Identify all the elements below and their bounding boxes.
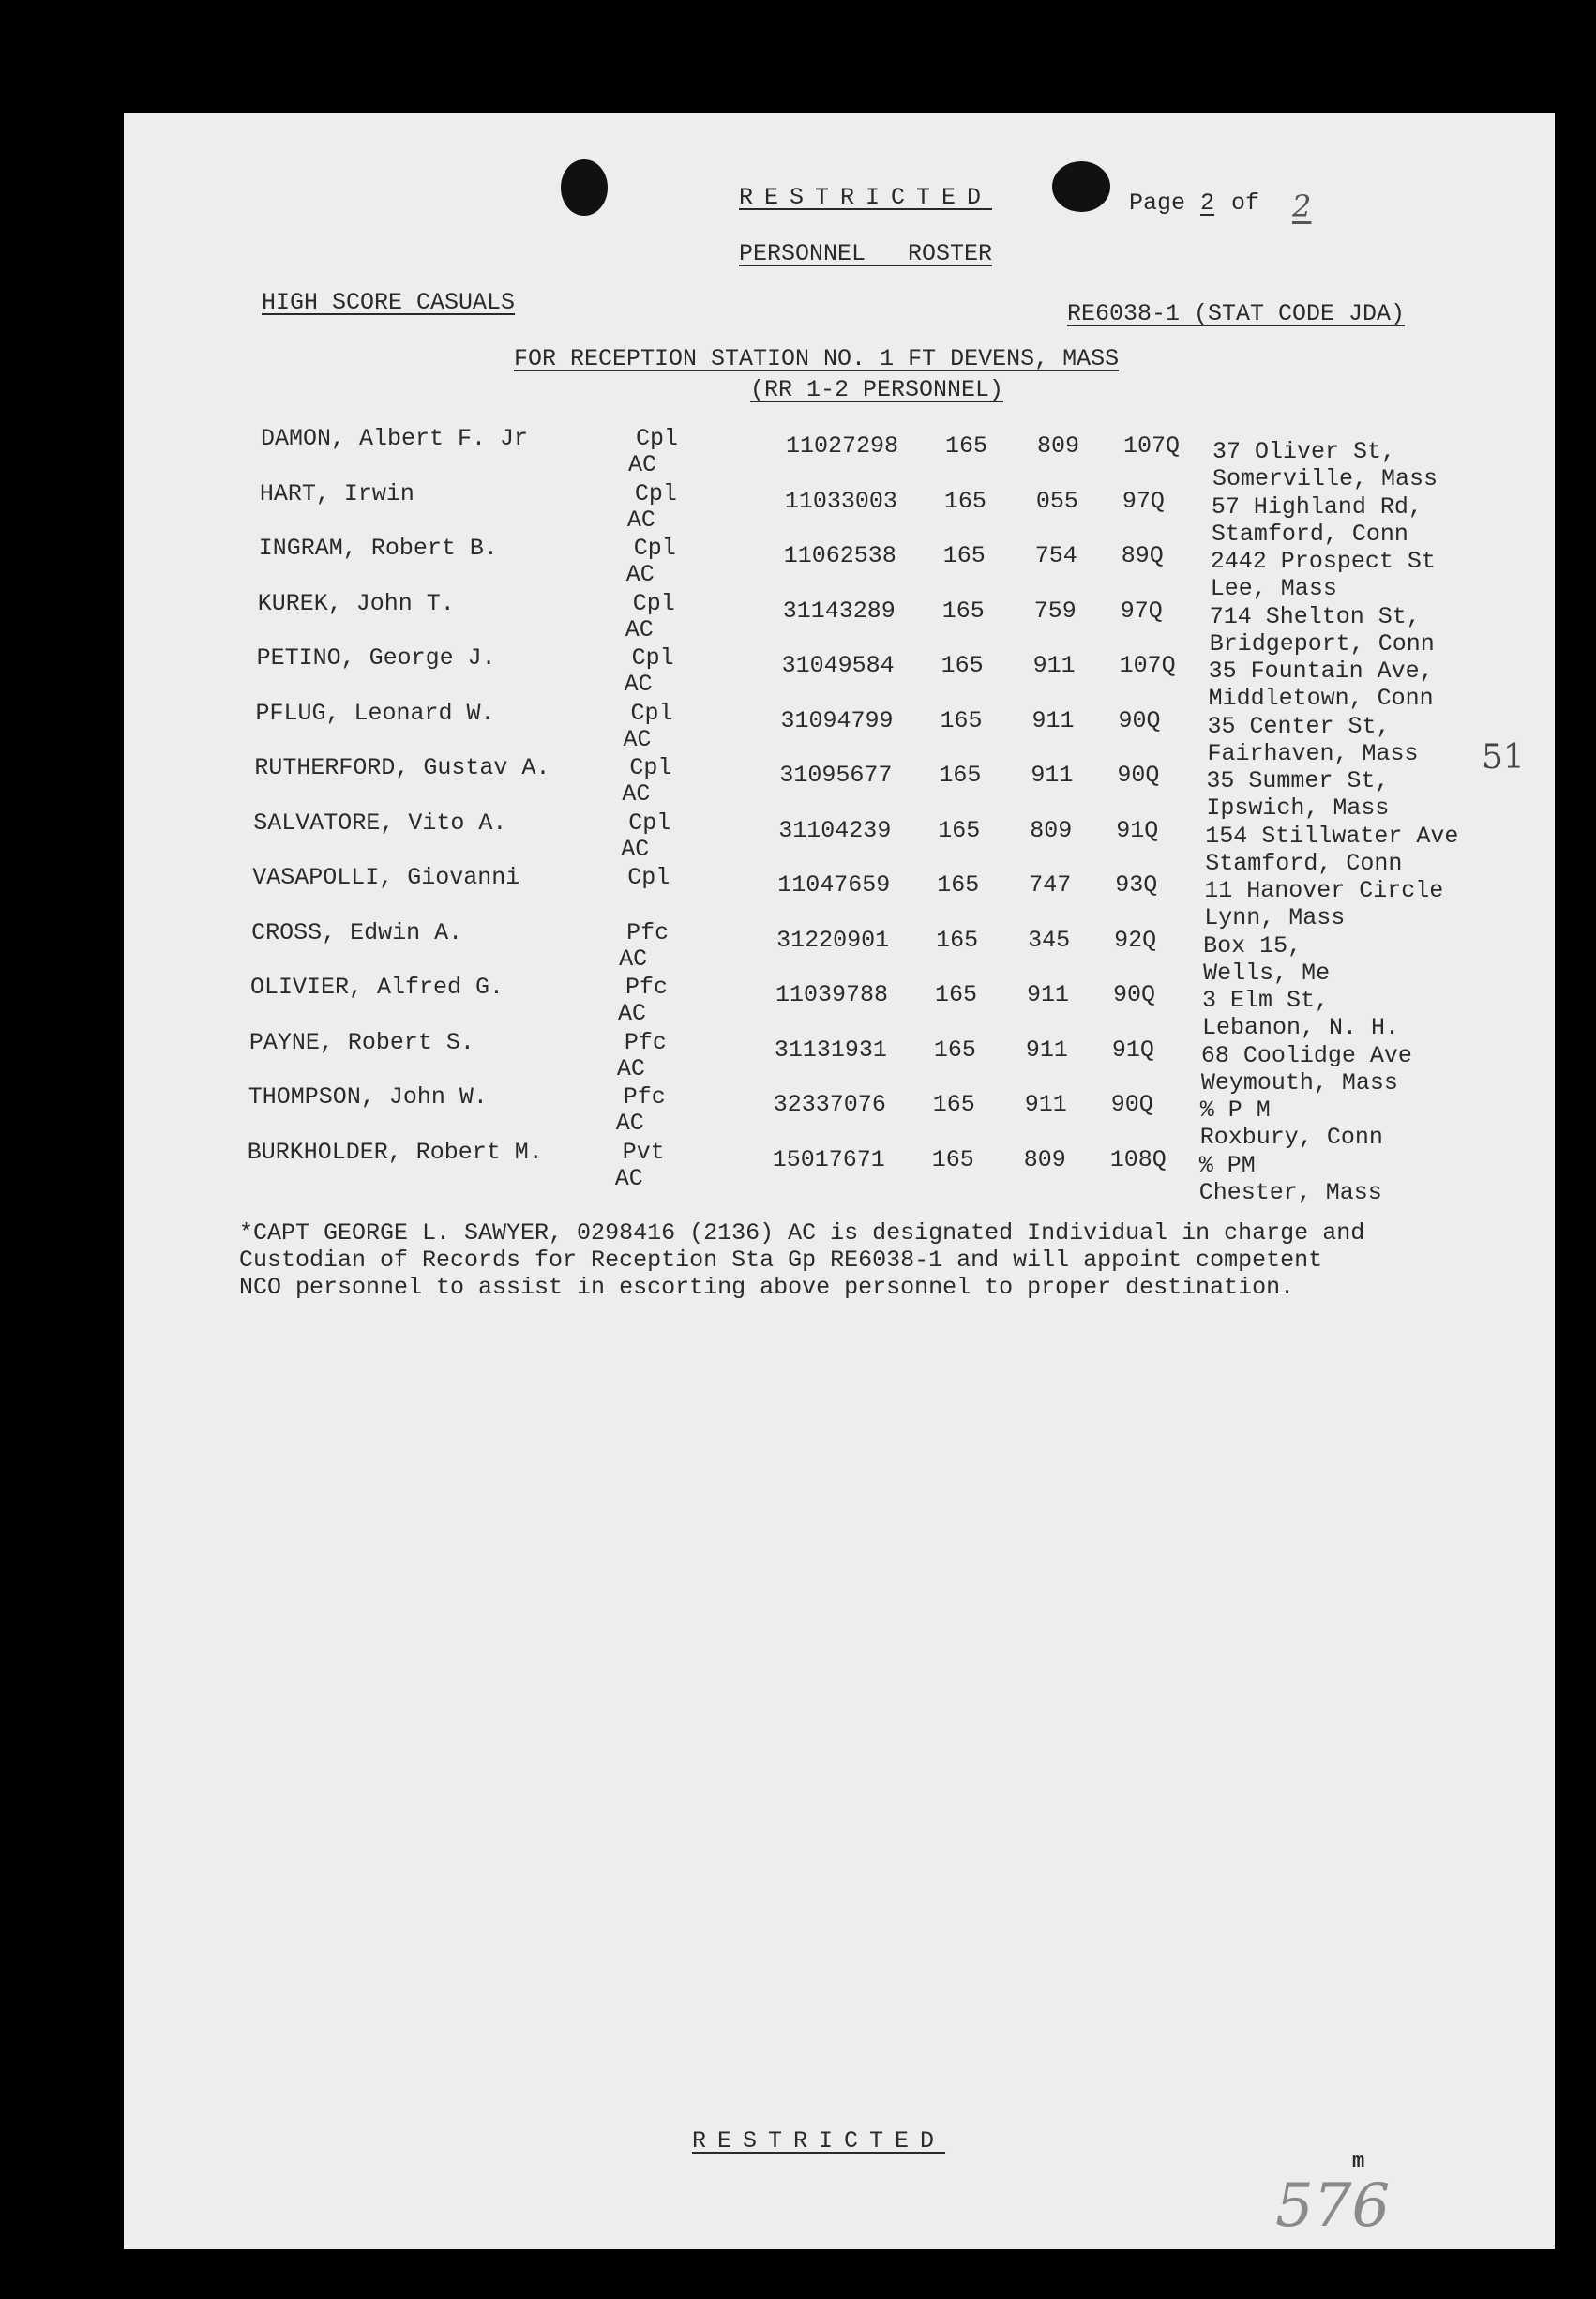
roster-col-b: 759 <box>1033 597 1077 625</box>
roster-branch: AC <box>625 561 655 588</box>
page-label: Page <box>1129 189 1186 217</box>
margin-number: 51 <box>1482 738 1525 777</box>
roster-name: CROSS, Edwin A. <box>251 918 463 946</box>
classification-bottom: RESTRICTED <box>692 2127 946 2155</box>
roster-grade: Cpl <box>634 479 677 507</box>
roster-name: SALVATORE, Vito A. <box>253 809 507 837</box>
roster-name: BURKHOLDER, Robert M. <box>247 1138 543 1166</box>
table-row <box>0 1083 1596 1151</box>
roster-address-line1: 3 Elm St, <box>1202 987 1330 1014</box>
station-title: FOR RECEPTION STATION NO. 1 FT DEVENS, MASS <box>514 345 1120 372</box>
roster-name: RUTHERFORD, Gustav A. <box>254 754 550 781</box>
roster-col-b: 911 <box>1031 706 1075 734</box>
roster-address-line2: Lee, Mass <box>1210 575 1337 602</box>
footer-initial: m <box>1352 2150 1365 2173</box>
roster-score: 89Q <box>1121 542 1164 569</box>
roster-address-line2: Fairhaven, Mass <box>1207 739 1419 767</box>
roster-serial: 31104239 <box>778 816 892 844</box>
roster-col-b: 055 <box>1035 487 1078 515</box>
roster-branch: AC <box>614 1164 643 1192</box>
roster-branch: AC <box>625 615 654 643</box>
roster-address-line1: 714 Shelton St, <box>1209 602 1421 630</box>
designation-note: *CAPT GEORGE L. SAWYER, 0298416 (2136) AC is designated Individual in charge and Custodian of Records for Reception Sta Gp RE6038-1 and will appoint competent NCO personnel to assist in escorting above personnel to proper destination. <box>239 1219 1365 1301</box>
roster-address-line1: 35 Fountain Ave, <box>1208 658 1434 685</box>
roster-name: OLIVIER, Alfred G. <box>250 974 504 1001</box>
roster-col-b: 747 <box>1029 871 1072 899</box>
roster-col-b: 809 <box>1023 1145 1066 1173</box>
roster-address-line2: Lynn, Mass <box>1204 904 1346 931</box>
roster-name: DAMON, Albert F. Jr <box>261 425 529 452</box>
roster-grade: Pvt <box>622 1138 665 1166</box>
roster-col-a: 165 <box>938 816 981 844</box>
roster-grade: Cpl <box>632 589 675 617</box>
table-row <box>0 535 1596 602</box>
roster-grade: Cpl <box>636 425 679 452</box>
roster-grade: Pfc <box>626 918 670 946</box>
roster-name: PAYNE, Robert S. <box>248 1028 474 1056</box>
roster-address-line2: Stamford, Conn <box>1211 520 1408 548</box>
roster-address-line1: Box 15, <box>1203 931 1302 960</box>
roster-address-line1: 154 Stillwater Ave <box>1205 822 1459 850</box>
roster-col-b: 911 <box>1027 981 1070 1008</box>
roster-address-line2: Wells, Me <box>1203 959 1331 987</box>
roster-address-line2: Roxbury, Conn <box>1199 1124 1383 1151</box>
classification-top: RESTRICTED <box>739 184 993 211</box>
roster-grade: Cpl <box>629 754 672 781</box>
roster-address-line1: 57 Highland Rd, <box>1211 492 1423 521</box>
roster-address-line2: Lebanon, N. H. <box>1202 1014 1400 1041</box>
roster-col-a: 165 <box>931 1145 974 1173</box>
roster-address-line1: 35 Summer St, <box>1206 767 1390 794</box>
roster-score: 90Q <box>1113 981 1156 1008</box>
roster-score: 107Q <box>1123 432 1181 460</box>
roster-branch: AC <box>618 1000 647 1027</box>
roster-col-a: 165 <box>937 871 980 899</box>
roster-col-b: 911 <box>1025 1036 1068 1064</box>
roster-col-a: 165 <box>942 542 986 569</box>
roster-score: 90Q <box>1110 1091 1153 1118</box>
roster-grade: Pfc <box>623 1083 666 1111</box>
roster-grade: Pfc <box>625 974 669 1001</box>
table-row <box>0 479 1596 548</box>
roster-col-b: 809 <box>1037 432 1080 460</box>
roster-col-a: 165 <box>935 981 978 1008</box>
roster-serial: 31094799 <box>780 706 894 734</box>
roster-col-a: 165 <box>941 652 984 679</box>
roster-col-b: 911 <box>1024 1091 1067 1118</box>
roster-serial: 11027298 <box>786 432 899 460</box>
roster-serial: 31049584 <box>781 652 895 679</box>
roster-grade: Cpl <box>631 644 674 672</box>
roster-score: 90Q <box>1118 706 1161 734</box>
roster-branch: AC <box>615 1110 644 1137</box>
roster-serial: 15017671 <box>772 1145 885 1173</box>
right-code: RE6038-1 (STAT CODE JDA) <box>1067 300 1406 327</box>
punch-hole-right <box>1052 161 1110 212</box>
roster-branch: AC <box>626 506 655 534</box>
roster-score: 107Q <box>1119 652 1176 679</box>
roster-branch: AC <box>624 671 653 698</box>
roster-serial: 31131931 <box>774 1036 887 1064</box>
roster-branch: AC <box>619 945 648 973</box>
table-row <box>0 754 1596 822</box>
roster-grade: Cpl <box>628 809 671 837</box>
page-number: 2 <box>1200 189 1215 217</box>
roster-score: 92Q <box>1114 926 1157 954</box>
page-of: of <box>1231 189 1260 217</box>
roster-branch: AC <box>623 725 652 753</box>
roster-col-b: 911 <box>1032 652 1076 679</box>
roster-name: VASAPOLLI, Giovanni <box>252 864 520 891</box>
table-row <box>0 809 1596 877</box>
roster-serial: 32337076 <box>773 1091 886 1118</box>
roster-score: 90Q <box>1117 762 1160 789</box>
roster-address-line2: Chester, Mass <box>1198 1178 1382 1206</box>
roster-col-b: 754 <box>1034 542 1077 569</box>
roster-score: 91Q <box>1111 1036 1154 1064</box>
table-row <box>0 1138 1596 1206</box>
roster-name: INGRAM, Robert B. <box>258 535 498 562</box>
roster-serial: 11033003 <box>784 487 897 515</box>
roster-col-a: 165 <box>941 597 985 625</box>
roster-col-a: 165 <box>945 432 988 460</box>
page-total: 2 <box>1292 189 1312 224</box>
table-row <box>0 918 1596 987</box>
roster-score: 97Q <box>1122 487 1165 515</box>
roster-grade: Pfc <box>624 1028 667 1056</box>
roster-col-a: 165 <box>936 926 979 954</box>
roster-serial: 31220901 <box>776 926 890 954</box>
roster-name: KUREK, John T. <box>257 589 455 617</box>
table-row <box>0 644 1596 712</box>
table-row <box>0 425 1596 492</box>
roster-score: 97Q <box>1120 597 1163 625</box>
roster-name: PFLUG, Leonard W. <box>255 699 495 727</box>
roster-address-line2: Bridgeport, Conn <box>1209 629 1435 658</box>
roster-grade: Cpl <box>633 535 676 562</box>
roster-address-line1: % P M <box>1199 1097 1271 1124</box>
roster-serial: 11039788 <box>775 981 889 1008</box>
roster-serial: 11062538 <box>783 542 896 569</box>
roster-col-b: 345 <box>1028 926 1071 954</box>
roster-branch: AC <box>628 451 657 478</box>
roster-name: HART, Irwin <box>259 479 414 507</box>
punch-hole-left <box>561 159 608 216</box>
roster-serial: 31095677 <box>779 762 893 789</box>
roster-serial: 31143289 <box>782 597 896 625</box>
roster-branch: AC <box>616 1054 645 1082</box>
roster-address-line1: 68 Coolidge Ave <box>1200 1041 1412 1069</box>
roster-address-line1: 35 Center St, <box>1207 712 1391 740</box>
roster-col-a: 165 <box>940 706 983 734</box>
roster-address-line2: Weymouth, Mass <box>1200 1068 1398 1097</box>
roster-address-line2: Stamford, Conn <box>1205 849 1403 877</box>
roster-serial: 11047659 <box>777 871 891 899</box>
roster-address-line1: 11 Hanover Circle <box>1204 877 1444 904</box>
roster-address-line2: Ipswich, Mass <box>1206 794 1390 822</box>
roster-name: THOMPSON, John W. <box>248 1083 488 1111</box>
roster-branch: AC <box>622 780 651 808</box>
roster-col-b: 809 <box>1030 816 1073 844</box>
roster-address-line2: Middletown, Conn <box>1208 685 1434 712</box>
left-title: HIGH SCORE CASUALS <box>262 289 516 316</box>
roster-name: PETINO, George J. <box>256 644 496 672</box>
roster-grade: Cpl <box>627 864 670 891</box>
roster-score: 93Q <box>1115 871 1158 899</box>
roster-score: 108Q <box>1109 1145 1167 1173</box>
roster-col-a: 165 <box>933 1036 976 1064</box>
roster-score: 91Q <box>1116 816 1159 844</box>
stamp-number: 576 <box>1275 2171 1391 2241</box>
roster-col-a: 165 <box>932 1091 975 1118</box>
roster-address-line2: Somerville, Mass <box>1212 465 1438 492</box>
roster-branch: AC <box>621 835 650 863</box>
sub-station-title: (RR 1-2 PERSONNEL) <box>750 376 1004 403</box>
roster-address-line1: % PM <box>1198 1151 1256 1179</box>
table-row <box>0 864 1596 931</box>
table-row <box>0 974 1596 1041</box>
roster-title: PERSONNEL ROSTER <box>739 240 993 267</box>
roster-address-line1: 2442 Prospect St <box>1210 548 1436 575</box>
roster-col-b: 911 <box>1031 762 1074 789</box>
roster-grade: Cpl <box>630 699 673 727</box>
roster-col-a: 165 <box>943 487 986 515</box>
roster-address-line1: 37 Oliver St, <box>1212 438 1396 465</box>
roster-col-a: 165 <box>939 762 982 789</box>
